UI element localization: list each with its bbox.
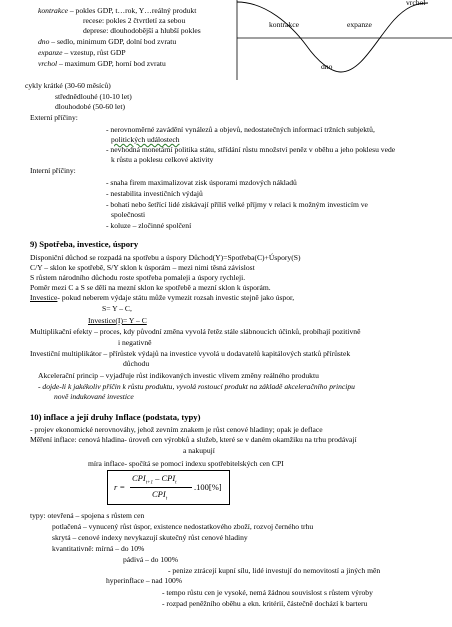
formula-cpi-1: CPI bbox=[132, 473, 146, 483]
s9-para-8: Akcelerační princip – vyjadřuje růst indikovaných investic vlivem změny reálného produktu bbox=[38, 371, 319, 380]
s9-formula-1: S= Y – C, bbox=[102, 304, 132, 313]
formula-sub-t1: t+1 bbox=[145, 480, 153, 486]
business-cycle-diagram bbox=[236, 0, 452, 82]
s9-formula-2: Investice(I)= Y – C bbox=[88, 316, 147, 325]
cycle-line-dno bbox=[38, 37, 176, 46]
inflation-formula-box bbox=[107, 470, 230, 505]
cycle-curve bbox=[237, 2, 428, 72]
diagram-label-dno: dno bbox=[321, 62, 333, 71]
s9-para-9-cont: nově indukované investice bbox=[54, 392, 134, 401]
s9-para-1: Disponiční důchod se rozpadá na spotřebu a úspory Důchod(Y)=Spotřeba(C)+Úspory(S) bbox=[30, 253, 301, 262]
cycle-line-vrchol bbox=[38, 59, 166, 68]
external-cause-1-cont: politických událostech bbox=[111, 135, 180, 144]
inflation-type-hidden: skrytá – cenové indexy nevykazují skutečný růst cenové hladiny bbox=[52, 533, 248, 542]
s9-para-6-cont: i negativně bbox=[118, 338, 152, 347]
formula-sub-t: t bbox=[175, 480, 177, 486]
diagram-label-expanze: expanze bbox=[347, 20, 372, 29]
inflation-galloping-note: - penize ztrácejí kupní sílu, lidé investují do nemovitostí a jiných měn bbox=[168, 566, 381, 575]
s9-para-7-cont: důchodu bbox=[123, 359, 150, 368]
term-dno: dno bbox=[38, 37, 50, 46]
s10-para-3: míra inflace- spočítá se pomocí indexu spotřebitelských cen CPI bbox=[88, 459, 284, 468]
s9-para-6: Multiplikační efekty – proces, kdy původní změna vyvolá řetěz stále slábnoucích účinků, probíhají pozitivně bbox=[30, 327, 361, 336]
inflation-types: typy: otevřená – spojena s růstem cen bbox=[30, 511, 145, 520]
inflation-hyper-note-2: - rozpad peněžního oběhu a ekn. kritérií, částečně dochází k barteru bbox=[162, 599, 368, 608]
term-kontrakce: kontrakce bbox=[38, 6, 68, 15]
inflation-hyper-note-1: - tempo růstu cen je vysoké, nemá žádnou souvislost s růstem výroby bbox=[162, 588, 373, 597]
s9-para-4: Poměr mezi C a S se dělí na mezní sklon ke spotřebě a mezní sklon k úsporám. bbox=[30, 283, 271, 292]
external-causes-heading: Externí příčiny: bbox=[30, 113, 78, 122]
formula-minus-cpi: – CPI bbox=[152, 473, 176, 483]
s9-para-3: S růstem národního důchodu roste spotřeba pomaleji a úspory rychleji. bbox=[30, 273, 246, 282]
diagram-label-vrchol: vrchol bbox=[406, 0, 426, 7]
internal-cause-3: - bohatí nebo šetřící lidé získávají příliš velké příjmy v relaci k možným investicím ve bbox=[106, 200, 368, 209]
formula-lhs: r = bbox=[114, 482, 126, 492]
section-10-heading: 10) inflace a její druhy Inflace (podstata, typy) bbox=[30, 412, 201, 422]
formula-rhs: .100[%] bbox=[194, 482, 222, 492]
formula-numerator bbox=[132, 474, 177, 488]
formula-sub-t-den: t bbox=[165, 496, 168, 502]
cycles-short: cykly krátké (30-60 měsíců) bbox=[25, 81, 111, 90]
recese-line: recese: pokles 2 čtvrtletí za sebou bbox=[83, 16, 186, 25]
def-dno: – sedlo, minimum GDP, dolní bod zvratu bbox=[49, 37, 177, 46]
s10-para-1: - projev ekonomické nerovnováhy, jehož zevním znakem je růst cenové hladiny; opak je deflace bbox=[30, 425, 323, 434]
def-expanze: – vzestup, růst GDP bbox=[62, 48, 126, 57]
formula-cpi-den: CPI bbox=[152, 489, 166, 499]
inflation-quant-hyper: hyperinflace – nad 100% bbox=[106, 576, 183, 585]
cycle-line-expanze bbox=[38, 48, 126, 57]
external-cause-1: - nerovnoměrné zavádění vynálezů a objevů, nedostatečných informací tržních subjektů, bbox=[106, 125, 375, 134]
internal-cause-4: - koluze – zločinné spolčení bbox=[106, 221, 192, 230]
term-vrchol: vrchol bbox=[38, 59, 58, 68]
section-9-heading: 9) Spotřeba, investice, úspory bbox=[30, 239, 139, 249]
s10-para-2: Měření inflace: cenová hladina- úroveň cen výrobků a služeb, které se v daném okamžiku na trhu prodávají bbox=[30, 435, 357, 444]
deprese-line: deprese: dlouhodobější a hlubší pokles bbox=[83, 26, 201, 35]
diagram-label-kontrakce: kontrakce bbox=[269, 20, 299, 29]
formula-fraction-bar bbox=[130, 487, 192, 488]
internal-cause-3-cont: společnosti bbox=[111, 210, 146, 219]
s9-para-5-rest: - pokud neberem výdaje státu může vymezit rozsah investic stejně jako úspor, bbox=[57, 293, 295, 302]
inflation-type-suppressed: potlačená – vynucený růst úspor, existence nedostatkového zboží, rozvoj černého trhu bbox=[52, 522, 314, 531]
def-vrchol: – maximum GDP, horní bod zvratu bbox=[57, 59, 166, 68]
s9-para-7: Investiční multiplikátor – přírůstek výdajů na investice vyvolá u dodavatelů kapitálových statků přírůstek bbox=[30, 349, 351, 358]
s9-para-9: - dojde-li k jakékoliv příčin k růstu produktu, vyvolá rostoucí produkt na základě akceleračního principu bbox=[38, 382, 355, 391]
internal-cause-1: - snaha firem maximalizovat zisk úsporami mzdových nákladů bbox=[106, 178, 297, 187]
s9-para-2: C/Y – sklon ke spotřebě, S/Y sklon k úsporám – mezi nimi těsná závislost bbox=[30, 263, 255, 272]
external-cause-2-cont: k růstu a poklesu celkové aktivity bbox=[111, 155, 214, 164]
cycles-long: dlouhodobé (50-60 let) bbox=[55, 102, 126, 111]
internal-cause-2: - nestabilita investičních výdajů bbox=[106, 189, 203, 198]
formula-denominator bbox=[152, 490, 167, 504]
s10-para-2-cont: a nakupují bbox=[183, 446, 215, 455]
cycle-line-kontrakce bbox=[38, 6, 196, 15]
inflation-quant-galloping: pádivá – do 100% bbox=[123, 555, 179, 564]
external-cause-2: - nevhodná monetární politika státu, střídání růstu množství peněz v oběhu a jeho poklesu vede bbox=[106, 145, 396, 154]
s9-para-5 bbox=[30, 293, 294, 302]
internal-causes-heading: Interní příčiny: bbox=[30, 166, 76, 175]
term-expanze: expanze bbox=[38, 48, 63, 57]
cycles-mid: střednědlouhé (10-10 let) bbox=[55, 92, 132, 101]
inflation-quant-mild: kvantitativně: mírná – do 10% bbox=[52, 544, 145, 553]
term-investice: Investice bbox=[30, 293, 58, 302]
def-kontrakce: – pokles GDP, t…rok, Y…reálný produkt bbox=[67, 6, 197, 15]
